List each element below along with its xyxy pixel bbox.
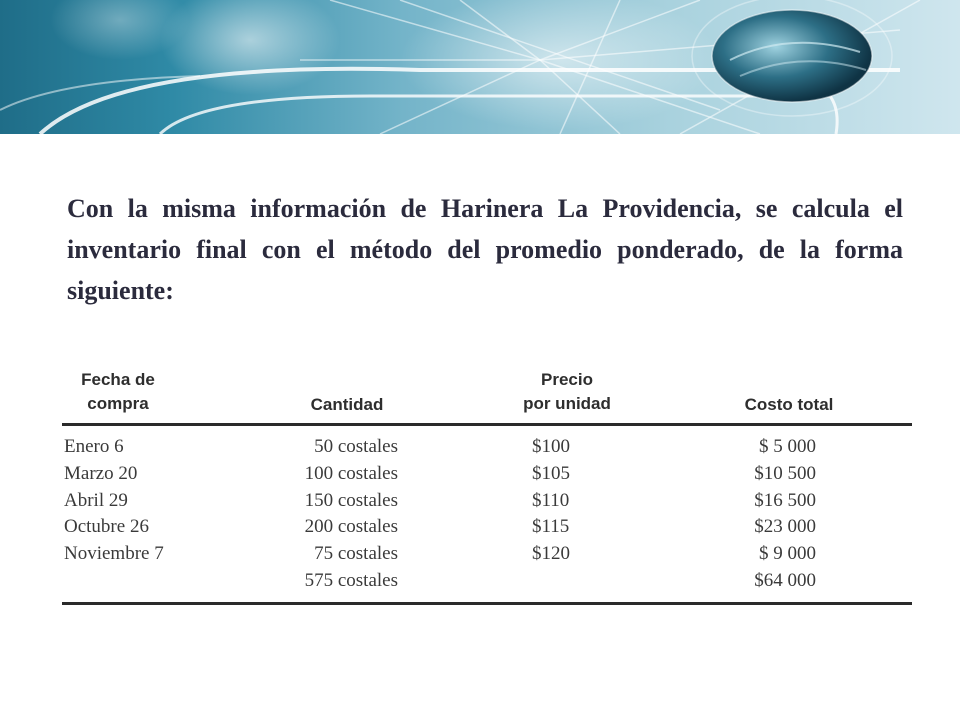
header-fecha-line-2: compra [87, 394, 149, 413]
cell-costo: $ 5 000 [759, 436, 816, 457]
intro-paragraph: Con la misma información de Harinera La Providencia, se calcula el inventario final con el método del promedio ponderado, de la forma siguiente: [67, 194, 903, 305]
header-cantidad [302, 393, 392, 417]
header-fecha-compra [78, 368, 158, 416]
table-row [62, 461, 912, 488]
table-total-row [62, 568, 912, 595]
header-banner [0, 0, 960, 134]
cell-cantidad: 75 costales [314, 543, 398, 565]
cell-precio: $100 [532, 436, 570, 457]
cell-costo: $23 000 [754, 516, 816, 538]
footer-divider [62, 602, 912, 605]
cell-costo: $10 500 [754, 462, 816, 484]
cell-precio: $120 [532, 543, 570, 565]
cell-precio: $115 [532, 516, 570, 538]
cell-precio: $105 [532, 462, 570, 484]
cell-fecha: Enero 6 [64, 436, 124, 457]
cell-costo-total: $64 000 [754, 569, 816, 591]
cell-cantidad: 150 costales [304, 489, 398, 511]
banner-graphic [0, 0, 960, 134]
cell-cantidad: 50 costales [314, 436, 398, 457]
header-precio-line-2: por unidad [523, 394, 611, 413]
cell-fecha: Octubre 26 [64, 516, 149, 538]
cell-cantidad-total: 575 costales [304, 569, 398, 591]
table-row [62, 434, 912, 461]
inventory-table [62, 364, 912, 606]
cell-cantidad: 100 costales [304, 462, 398, 484]
cell-fecha: Noviembre 7 [64, 543, 164, 565]
table-row [62, 514, 912, 541]
header-precio-line-1: Precio [541, 370, 593, 389]
header-divider [62, 423, 912, 426]
cell-fecha: Marzo 20 [64, 462, 138, 484]
header-fecha-line-1: Fecha de [81, 370, 155, 389]
header-cantidad-label: Cantidad [310, 395, 384, 414]
cell-costo: $ 9 000 [759, 543, 816, 565]
cell-precio: $110 [532, 489, 570, 511]
cell-costo: $16 500 [754, 489, 816, 511]
table-row [62, 541, 912, 568]
table-row [62, 488, 912, 515]
header-costo-label: Costo total [744, 395, 834, 414]
table-body [62, 434, 912, 595]
cell-cantidad: 200 costales [304, 516, 398, 538]
cell-fecha: Abril 29 [64, 489, 128, 511]
header-costo-total [734, 393, 844, 417]
header-precio-unidad [512, 368, 622, 416]
